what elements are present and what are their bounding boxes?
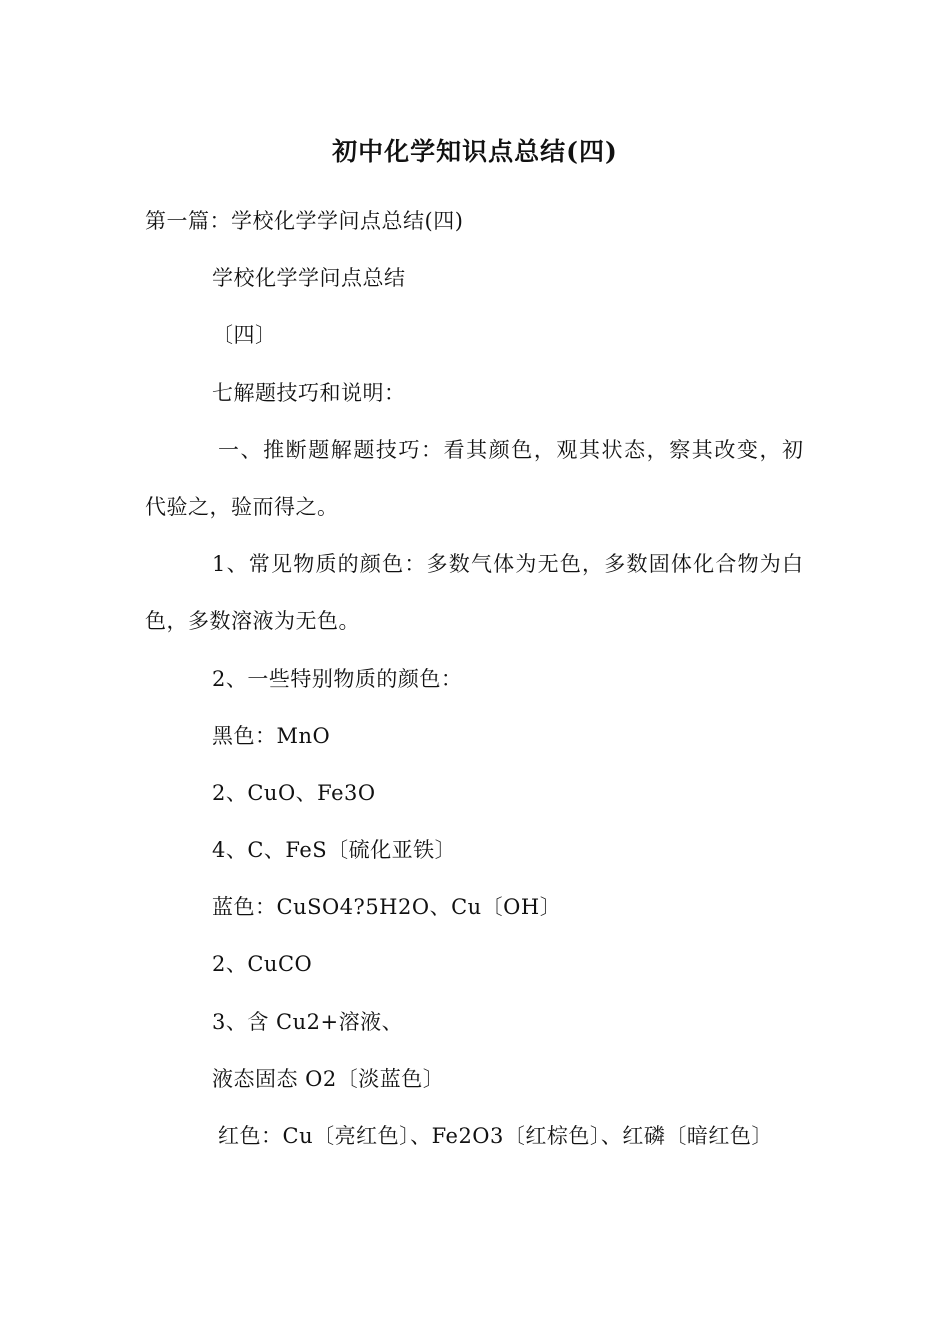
section-heading: 第一篇：学校化学学问点总结(四) xyxy=(145,209,464,233)
paragraph-line: 3、含 Cu2+溶液、 xyxy=(212,1010,404,1034)
paragraph-line: 2、一些特别物质的颜色： xyxy=(212,667,463,691)
subtitle-number-line: 〔四〕 xyxy=(212,323,277,347)
paragraph-line: 4、C、FeS〔硫化亚铁〕 xyxy=(212,838,457,862)
paragraph-line: 液态固态 O2〔淡蓝色〕 xyxy=(212,1067,445,1091)
paragraph-line: 2、CuCO xyxy=(212,952,313,976)
paragraph-line: 一、推断题解题技巧：看其颜色，观其状态，察其改变，初 xyxy=(218,438,804,462)
document-title: 初中化学知识点总结(四) xyxy=(332,137,618,166)
tips-heading: 七解题技巧和说明： xyxy=(212,381,406,405)
paragraph-line: 蓝色：CuSO4?5H2O、Cu〔OH〕 xyxy=(212,895,562,919)
paragraph-line: 2、CuO、Fe3O xyxy=(212,781,376,805)
subtitle-line: 学校化学学问点总结 xyxy=(212,266,406,290)
paragraph-line: 1、常见物质的颜色：多数气体为无色，多数固体化合物为白 xyxy=(212,552,804,576)
paragraph-line: 黑色：MnO xyxy=(212,724,331,748)
paragraph-line: 代验之，验而得之。 xyxy=(145,495,339,519)
paragraph-line: 色，多数溶液为无色。 xyxy=(145,609,360,633)
paragraph-line: 红色：Cu〔亮红色〕、Fe2O3〔红棕色〕、红磷〔暗红色〕 xyxy=(218,1124,773,1148)
